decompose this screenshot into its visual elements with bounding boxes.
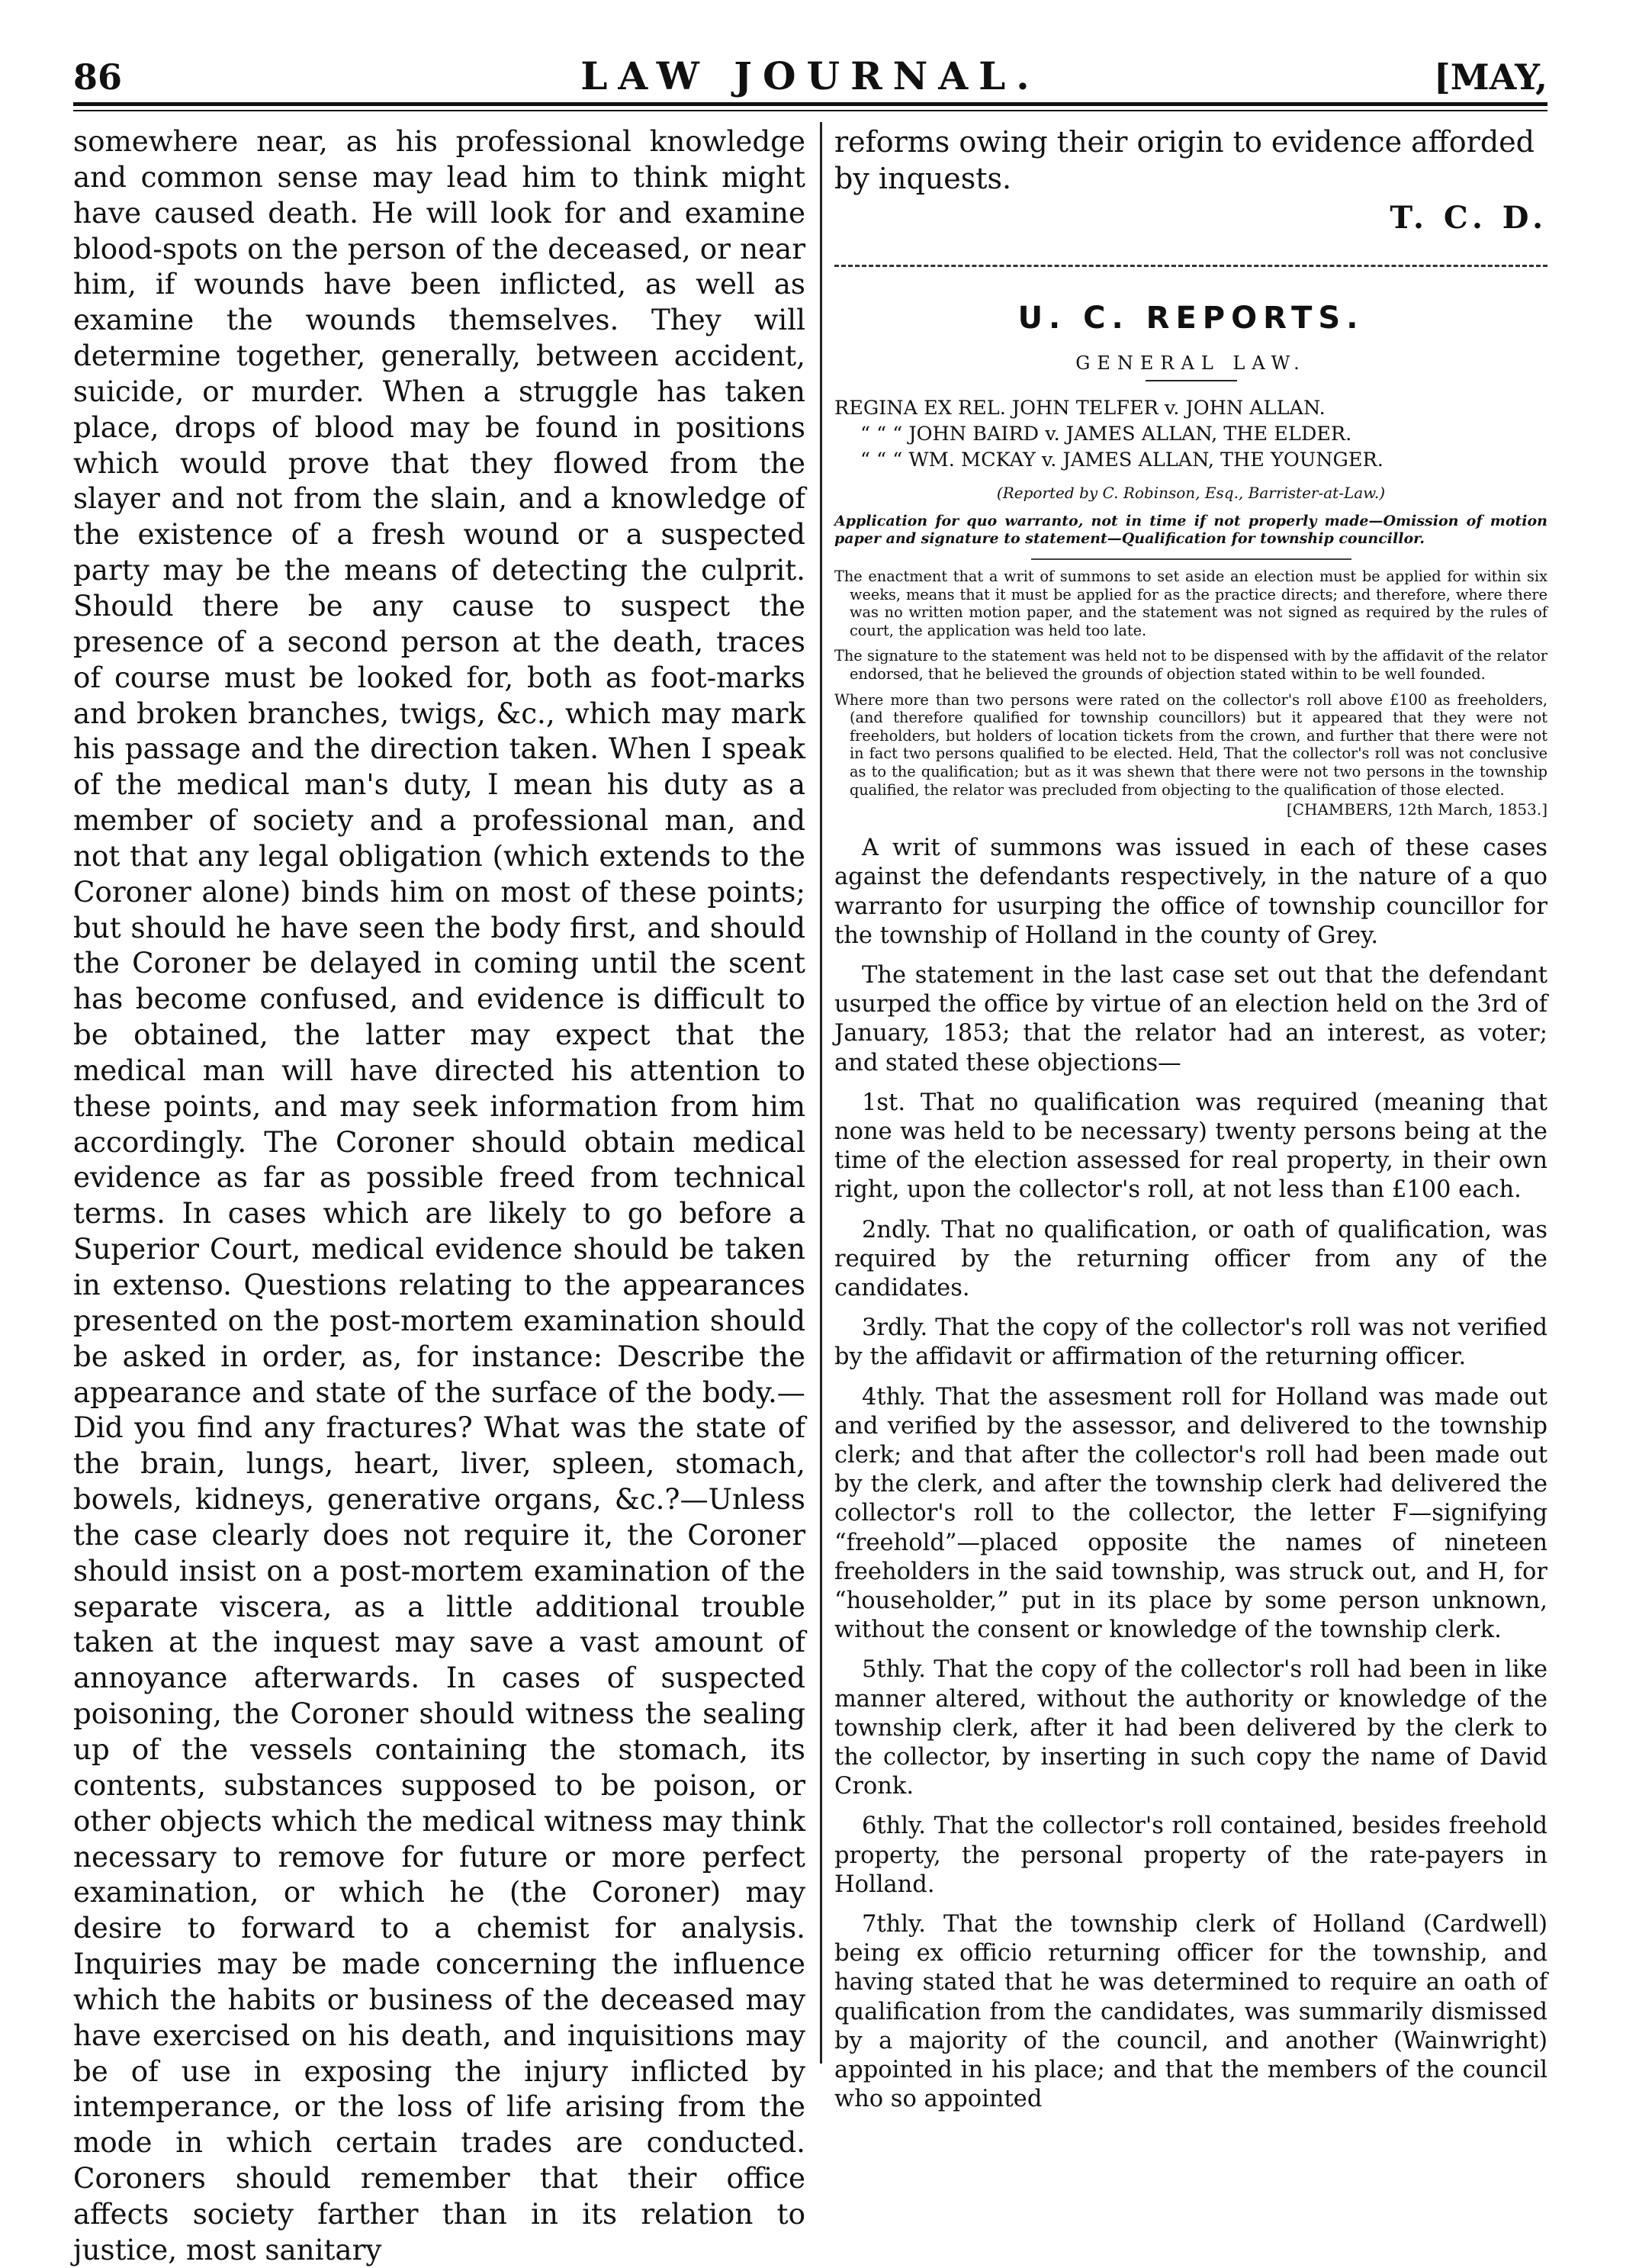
subtitle-rule — [1146, 380, 1237, 381]
headnote: The enactment that a writ of summons to set aside an election must be applied for within six weeks, means that it must be applied for as the practice directs; and therefore, where there was no written motion paper, and the statement was not signed as required by the rules of court, the application was held too late. — [834, 568, 1547, 639]
page-number: 86 — [73, 56, 123, 98]
body-paragraph: The statement in the last case set out that the defendant usurped the office by virtue of an election held on the 3rd of January, 1853; that the relator had an interest, as voter; and stated these objections— — [834, 961, 1547, 1076]
case-line: REGINA EX REL. JOHN TELFER v. JOHN ALLAN. — [834, 397, 1326, 420]
page-header — [73, 53, 1547, 99]
article-conclusion: reforms owing their origin to evidence afforded by inquests. — [834, 125, 1535, 195]
case-citation: [CHAMBERS, 12th March, 1853.] — [1286, 800, 1547, 819]
objection-paragraph: 2ndly. That no qualification, or oath of qualification, was required by the returning officer from any of the candidates. — [834, 1216, 1547, 1301]
objection-paragraph: 5thly. That the copy of the collector's roll had been in like manner altered, without the authority or knowledge of the township clerk, after it had been delivered by the clerk to the collector, by inserting in such copy the name of David Cronk. — [834, 1656, 1547, 1800]
objection-paragraph: 7thly. That the township clerk of Holland (Cardwell) being ex officio returning officer for the township, and having stated that he was determined to require an oath of qualification from the candidates, was summarily dismissed by a majority of the council, and another (Wainwright) appointed in his place; and that the members of the council who so appointed — [834, 1911, 1547, 2113]
column-divider — [820, 122, 822, 2064]
case-names — [834, 395, 1547, 473]
reporter-credit: (Reported by C. Robinson, Esq., Barrister-at-Law.) — [996, 484, 1386, 502]
objection-paragraph: 3rdly. That the copy of the collector's roll was not verified by the affidavit or affirmation of the returning officer. — [834, 1314, 1547, 1371]
objection-paragraph: 6thly. That the collector's roll contained, besides freehold property, the personal property of the rate-payers in Holland. — [834, 1813, 1547, 1898]
author-signature: T. C. D. — [1390, 200, 1547, 236]
left-paragraph: somewhere near, as his professional knowledge and common sense may lead him to think might have caused death. He will look for and examine blood-spots on the person of the deceased, or near him, if wounds have been inflicted, as well as examine the wounds themselves. They will determine together, generally, between accident, suicide, or murder. When a struggle has taken place, drops of blood may be found in positions which would prove that they flowed from the slayer and not from the slain, and a knowledge of the existence of a fresh wound or a suspected party may be the means of detecting the culprit. Should there be any cause to suspect the presence of a second person at the death, traces of course must be looked for, both as foot-marks and broken branches, twigs, &c., which may mark his passage and the direction taken. When I speak of the medical man's duty, I mean his duty as a member of society and a professional man, and not that any legal obligation (which extends to the Coroner alone) binds him on most of these points; but should he have seen the body first, and should the Coroner be delayed in coming until the scent has become confused, and evidence is difficult to be obtained, the latter may expect that the medical man will have directed his attention to these points, and may seek information from him accordingly. The Coroner should obtain medical evidence as far as possible freed from technical terms. In cases which are likely to go before a Superior Court, medical evidence should be taken in extenso. Questions relating to the appearances presented on the post-mortem examination should be asked in order, as, for instance: Describe the appearance and state of the surface of the body.—Did you find any fractures? What was the state of the brain, lungs, heart, liver, spleen, stomach, bowels, kidneys, generative organs, &c.?—Unless the case clearly does not require it, the Coroner should insist on a post-mortem examination of the separate viscera, as a little additional trouble taken at the inquest may save a vast amount of annoyance afterwards. In cases of suspected poisoning, the Coroner should witness the sealing up of the vessels containing the stomach, its contents, substances supposed to be poison, or other objects which the medical witness may think necessary to remove for future or more perfect examination, or which he (the Coroner) may desire to forward to a chemist for analysis. Inquiries may be made concerning the influence which the habits or business of the deceased may have exercised on his death, and inquisitions may be of use in exposing the injury inflicted by intemperance, or the loss of life arising from the mode in which certain trades are conducted. Coroners should remember that their office affects society farther than in its relation to justice, most sanitary — [73, 124, 805, 2266]
headnote-summary: Application for quo warranto, not in time if not properly made—Omission of motion paper and signature to statement—Qualification for township councillor. — [834, 513, 1547, 547]
headnote: The signature to the statement was held not to be dispensed with by the affidavit of the relator endorsed, that he believed the grounds of objection stated within to be well founded. — [834, 647, 1547, 683]
headnote-rule — [1031, 558, 1351, 560]
objection-paragraph: 1st. That no qualification was required (meaning that none was held to be necessary) twenty persons being at the time of the election assessed for real property, in their own right, upon the collector's roll, at not less than £100 each. — [834, 1089, 1547, 1204]
right-column — [834, 124, 1547, 2114]
section-divider — [834, 265, 1547, 267]
left-column — [73, 124, 805, 2268]
case-line: “ “ “ WM. MCKAY v. JAMES ALLAN, THE YOUNGER. — [860, 449, 1384, 471]
header-rule-thin — [73, 110, 1547, 111]
running-month: [MAY, — [1433, 56, 1547, 98]
headnote: Where more than two persons were rated on the collector's roll above £100 as freeholders, (and therefore qualified for township councillors) but it appeared that they were not freeholders, but holders of location tickets from the crown, and further that there were not in fact two persons qualified to be elected. Held, That the collector's roll was not conclusive as to the qualification; but as it was shewn that there were not two persons in the township qualified, the relator was precluded from objecting to the qualification of those elected. — [834, 690, 1547, 799]
section-title: U. C. REPORTS. — [1017, 301, 1364, 336]
objection-paragraph: 4thly. That the assesment roll for Holland was made out and verified by the assessor, and delivered to the township clerk; and that after the collector's roll had been made out by the clerk, and after the township clerk had delivered the collector's roll to the collector, the letter F—signifying “freehold”—placed opposite the names of nineteen freeholders in the said township, was struck out, and H, for “householder,” put in its place by some person unknown, without the consent or knowledge of the township clerk. — [834, 1383, 1547, 1644]
case-line: “ “ “ JOHN BAIRD v. JAMES ALLAN, THE ELDER. — [860, 423, 1352, 446]
body-paragraph: A writ of summons was issued in each of these cases against the defendants respectively, in the nature of a quo warranto for usurping the office of township councillor for the township of Holland in the county of Grey. — [834, 835, 1547, 949]
journal-title: LAW JOURNAL. — [580, 53, 1040, 98]
section-subtitle: GENERAL LAW. — [1075, 352, 1306, 374]
header-rule — [73, 102, 1547, 106]
